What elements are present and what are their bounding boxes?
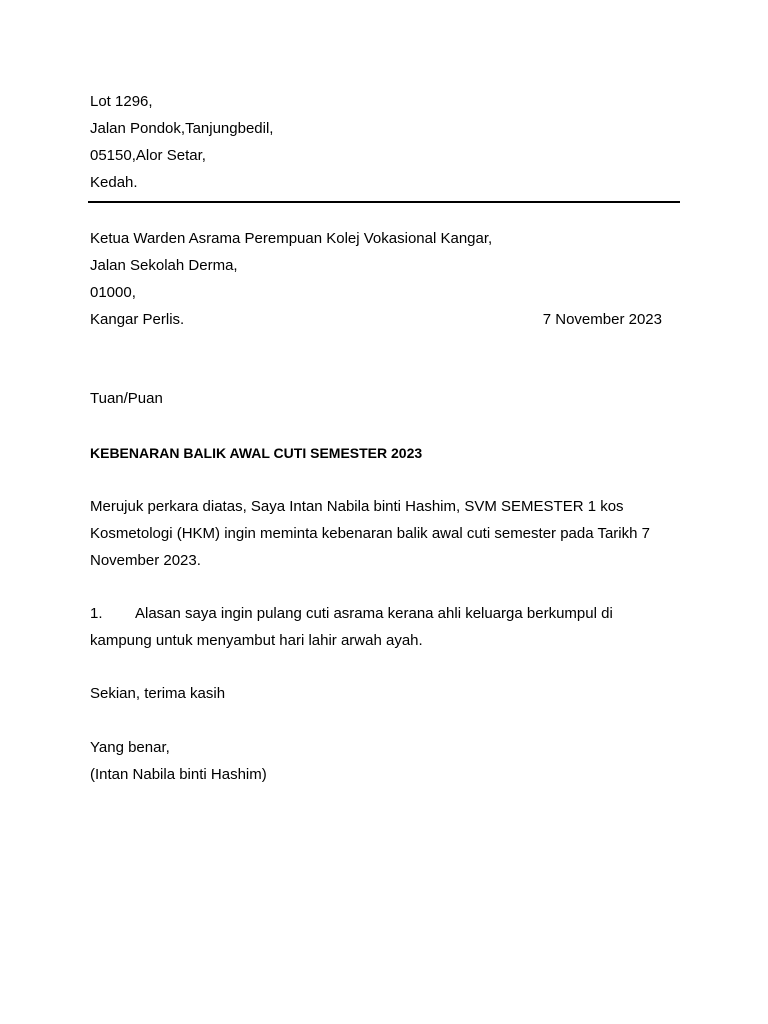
recipient-address-line-4: Kangar Perlis. [90,311,185,328]
header-divider [88,201,680,203]
sender-address-line-3: 05150,Alor Setar, [90,147,206,164]
letter-subject: KEBENARAN BALIK AWAL CUTI SEMESTER 2023 [90,445,423,461]
recipient-address-line-1: Ketua Warden Asrama Perempuan Kolej Vokasional Kangar, [90,230,493,247]
sender-address-line-1: Lot 1296, [90,93,153,110]
point-number: 1. [90,605,103,622]
numbered-point-line-2: kampung untuk menyambut hari lahir arwah ayah. [90,632,423,649]
sender-address-line-4: Kedah. [90,174,138,191]
numbered-point-line-1 [90,605,613,623]
body-line-3: November 2023. [90,552,201,569]
sign-off: Yang benar, [90,739,170,756]
salutation: Tuan/Puan [90,390,163,407]
point-text-line-1: Alasan saya ingin pulang cuti asrama kerana ahli keluarga berkumpul di [135,605,613,622]
letter-date: 7 November 2023 [542,311,662,328]
closing-text: Sekian, terima kasih [90,685,226,702]
signature-name: (Intan Nabila binti Hashim) [90,766,267,783]
recipient-address-line-3: 01000, [90,284,136,301]
recipient-address-line-2: Jalan Sekolah Derma, [90,257,238,274]
body-line-2: Kosmetologi (HKM) ingin meminta kebenaran balik awal cuti semester pada Tarikh 7 [90,525,650,542]
sender-address-line-2: Jalan Pondok,Tanjungbedil, [90,120,274,137]
body-line-1: Merujuk perkara diatas, Saya Intan Nabila binti Hashim, SVM SEMESTER 1 kos [90,498,624,515]
